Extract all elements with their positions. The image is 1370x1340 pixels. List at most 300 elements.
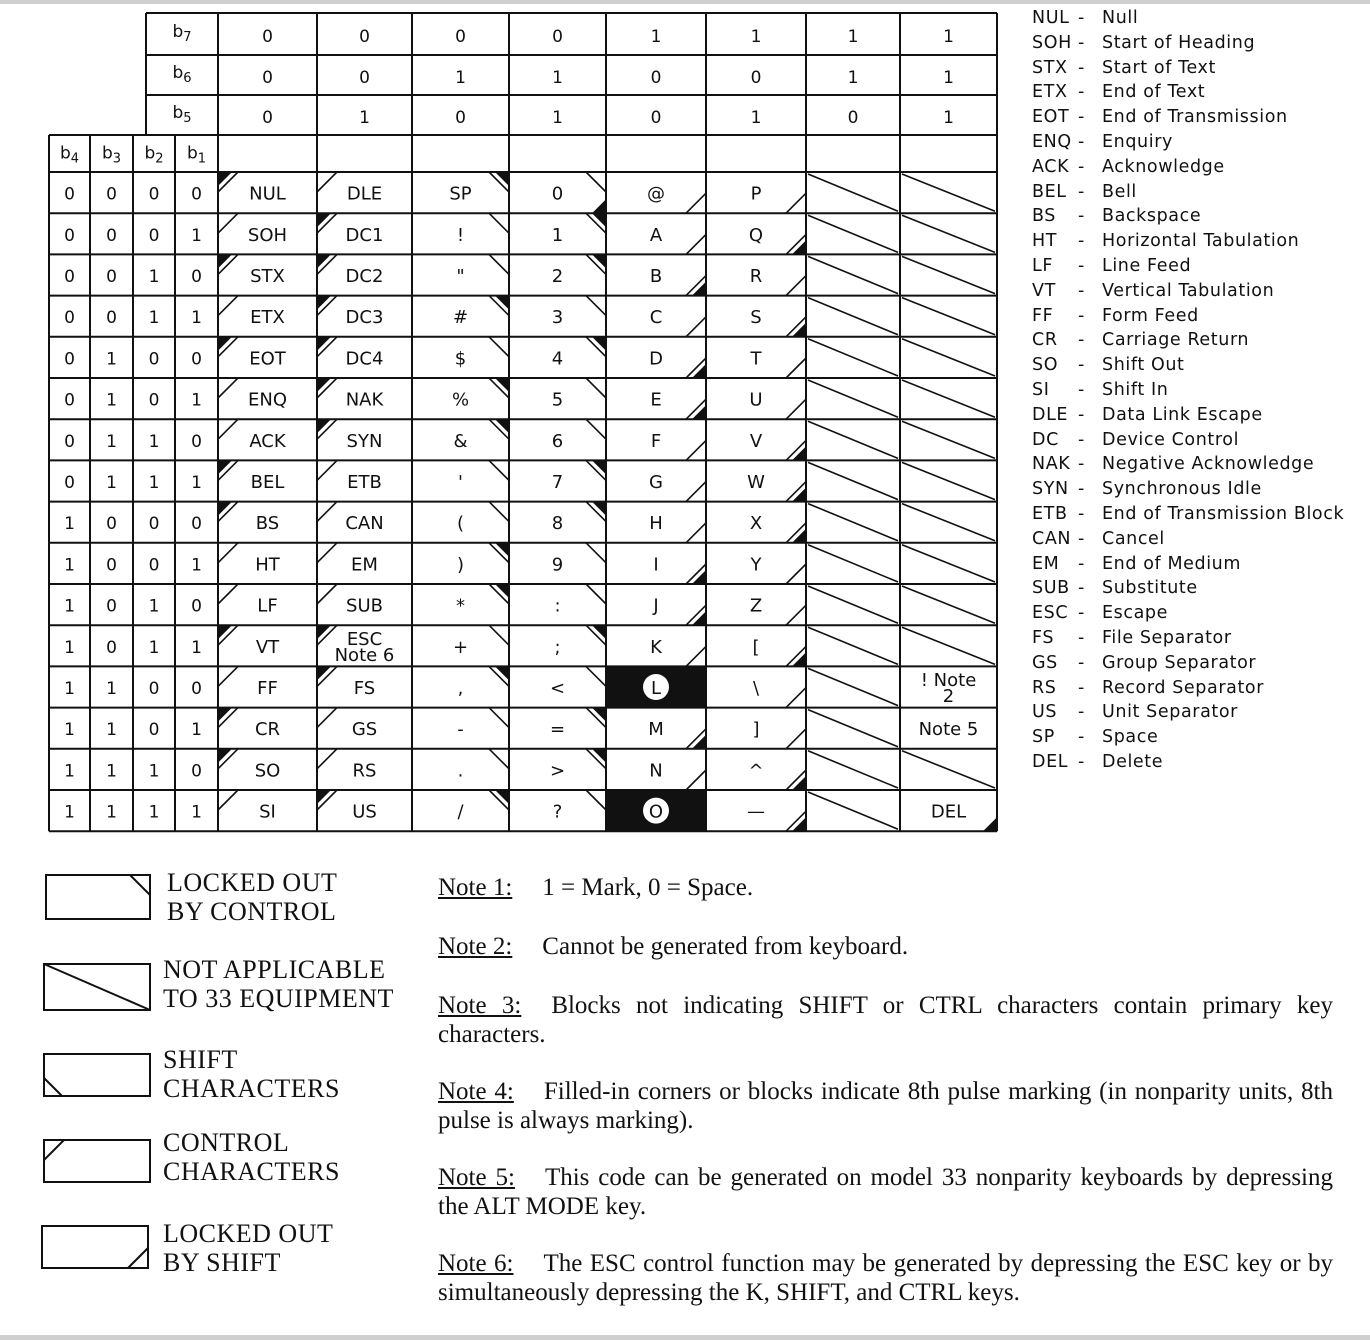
row-bit-value: 0 xyxy=(148,514,160,535)
row-bit-value: 0 xyxy=(106,514,117,535)
code-cell: ) xyxy=(456,554,465,576)
code-cell: EOT xyxy=(249,348,286,370)
code-cell: ENQ xyxy=(247,389,288,411)
abbreviation-item xyxy=(1032,279,1344,304)
legend-locked-control xyxy=(167,868,337,926)
abbreviation-code: ACK xyxy=(1032,156,1070,177)
code-cell: F xyxy=(650,430,662,452)
code-cell: 8 xyxy=(551,513,564,535)
code-cell: DEL xyxy=(930,801,967,823)
row-bit-value: 1 xyxy=(148,431,160,452)
legend-line: CHARACTERS xyxy=(163,1157,340,1186)
row-bit-value: 0 xyxy=(148,720,160,741)
not-applicable-diagonal xyxy=(808,256,898,293)
abbreviation-code: LF xyxy=(1032,255,1054,276)
abbreviation-dash: - xyxy=(1078,231,1085,252)
code-cell: ; xyxy=(554,636,561,658)
code-cell: T xyxy=(750,348,762,370)
abbreviation-dash: - xyxy=(1078,429,1085,450)
code-cell: LF xyxy=(257,595,278,617)
code-cell: 2 xyxy=(551,266,564,287)
legend-line: LOCKED OUT xyxy=(167,868,338,897)
row-bit-value: 0 xyxy=(64,390,75,411)
abbreviation-item xyxy=(1032,651,1344,676)
column-bit-value: 0 xyxy=(262,68,273,88)
abbreviation-meaning: Start of Text xyxy=(1102,57,1216,78)
control-diagonal xyxy=(317,543,337,563)
not-applicable-diagonal xyxy=(808,792,898,829)
control-diagonal xyxy=(218,543,238,563)
locked-shift-legend-icon xyxy=(40,1224,152,1272)
code-cell: A xyxy=(649,224,663,246)
abbreviation-meaning: Shift Out xyxy=(1102,355,1185,376)
code-cell: R xyxy=(749,266,763,287)
abbreviation-meaning: Escape xyxy=(1102,603,1168,624)
control-diagonal xyxy=(317,749,337,769)
code-cell: CAN xyxy=(345,513,384,535)
abbreviation-dash: - xyxy=(1078,181,1085,202)
abbreviation-dash: - xyxy=(1078,677,1085,698)
abbreviation-dash: - xyxy=(1078,379,1085,400)
row-bit-value: 1 xyxy=(148,473,160,493)
control-diagonal xyxy=(317,172,337,192)
code-cell: 5 xyxy=(551,389,564,411)
abbreviation-code: ESC xyxy=(1032,603,1069,624)
abbreviation-code: CR xyxy=(1032,330,1058,351)
abbreviation-item xyxy=(1032,452,1344,477)
abbreviation-item xyxy=(1032,552,1344,577)
code-cell: DC1 xyxy=(345,224,384,246)
abbreviation-dash: - xyxy=(1078,82,1085,103)
code-cell: ! xyxy=(456,224,465,246)
eighth-pulse-corner xyxy=(592,199,606,213)
legend-line: CONTROL xyxy=(163,1128,290,1157)
abbreviation-dash: - xyxy=(1078,702,1085,723)
row-bit-value: 1 xyxy=(106,349,117,370)
code-cell: DC4 xyxy=(345,348,384,370)
column-bit-value: 0 xyxy=(455,27,466,47)
abbreviation-meaning: Cancel xyxy=(1102,528,1165,549)
legend-line: NOT APPLICABLE xyxy=(163,955,386,984)
note-6 xyxy=(438,1249,1333,1307)
locked-shift-diagonal xyxy=(686,523,706,543)
abbreviation-item xyxy=(1032,378,1344,403)
row-bit-value: 1 xyxy=(191,637,202,658)
abbreviation-meaning: Group Separator xyxy=(1102,652,1257,673)
control-diagonal xyxy=(218,378,238,398)
row-bit-value: 1 xyxy=(64,596,75,617)
abbreviation-item xyxy=(1032,353,1344,378)
code-cell: BEL xyxy=(250,472,285,493)
locked-shift-diagonal xyxy=(686,770,706,790)
code-cell: L xyxy=(650,678,662,699)
not-applicable-diagonal xyxy=(902,256,995,293)
column-bit-value: 1 xyxy=(552,68,563,88)
note-text: Blocks not indicating SHIFT or CTRL characters contain primary key characters. xyxy=(438,992,1333,1048)
code-cell: B xyxy=(649,266,663,287)
abbreviation-item xyxy=(1032,31,1344,56)
abbreviation-dash: - xyxy=(1078,305,1085,326)
code-cell: W xyxy=(747,472,765,493)
code-cell: I xyxy=(653,554,659,576)
row-bit-value: 1 xyxy=(191,802,202,823)
shift-legend-icon xyxy=(42,1052,154,1100)
not-applicable-diagonal xyxy=(902,545,995,582)
row-bit-value: 1 xyxy=(106,679,117,699)
row-bit-value: 0 xyxy=(191,761,202,782)
row-bit-value: 1 xyxy=(64,555,75,576)
row-bit-header: $b_2$ xyxy=(144,143,164,166)
code-cell: \ xyxy=(752,678,760,699)
abbreviation-item xyxy=(1032,80,1344,105)
not-applicable-diagonal xyxy=(808,298,898,335)
abbreviation-code: RS xyxy=(1032,677,1057,698)
row-bit-value: 0 xyxy=(64,473,75,493)
abbreviation-item xyxy=(1032,676,1344,701)
abbreviation-code: SO xyxy=(1032,355,1059,376)
not-applicable-diagonal xyxy=(808,380,898,417)
code-cell: ETB xyxy=(347,472,382,493)
row-bit-value: 0 xyxy=(64,308,75,329)
row-bit-value: 1 xyxy=(106,390,117,411)
code-cell: * xyxy=(456,595,465,617)
note-label: Note 1: xyxy=(438,874,513,901)
abbreviation-dash: - xyxy=(1078,503,1085,524)
column-bit-value: 0 xyxy=(359,27,370,47)
abbreviation-code: NUL xyxy=(1032,8,1070,28)
row-bit-value: 1 xyxy=(191,555,202,576)
code-cell: FF xyxy=(257,678,278,699)
column-bit-value: 1 xyxy=(455,68,466,88)
not-applicable-diagonal xyxy=(902,215,995,252)
code-cell: US xyxy=(352,801,377,823)
abbreviation-code: NAK xyxy=(1032,454,1071,475)
column-bit-value: 1 xyxy=(943,27,954,47)
code-cell: ? xyxy=(552,801,563,823)
abbreviation-item xyxy=(1032,527,1344,552)
code-cell: NUL xyxy=(249,183,286,205)
legend-locked-shift xyxy=(163,1219,333,1277)
abbreviation-meaning: Substitute xyxy=(1102,578,1198,599)
column-bit-value: 1 xyxy=(359,108,370,128)
code-cell: VT xyxy=(255,636,280,658)
locked-control-diagonal xyxy=(489,502,509,522)
not-applicable-diagonal xyxy=(902,504,995,541)
abbreviation-dash: - xyxy=(1078,32,1085,53)
note-3 xyxy=(438,991,1333,1049)
note-label: Note 4: xyxy=(438,1078,514,1105)
not-applicable-diagonal xyxy=(808,710,898,747)
abbreviation-item xyxy=(1032,700,1344,725)
row-bit-value: 0 xyxy=(64,267,75,287)
not-applicable-diagonal xyxy=(902,421,995,458)
column-bit-header: $b_7$ xyxy=(172,22,192,45)
note-text: 1 = Mark, 0 = Space. xyxy=(542,874,754,901)
not-applicable-diagonal xyxy=(902,298,995,335)
abbreviation-code: FS xyxy=(1032,627,1055,648)
row-bit-value: 1 xyxy=(148,308,160,329)
row-bit-header: $b_1$ xyxy=(186,143,207,166)
code-cell: STX xyxy=(250,266,285,287)
legend-line: CHARACTERS xyxy=(163,1074,340,1103)
code-cell: — xyxy=(747,801,765,823)
abbreviation-item xyxy=(1032,626,1344,651)
abbreviation-code: ENQ xyxy=(1032,131,1072,152)
code-cell: ^ xyxy=(748,760,764,782)
abbreviation-meaning: Synchronous Idle xyxy=(1102,479,1262,500)
control-diagonal xyxy=(317,584,337,604)
row-bit-value: 0 xyxy=(148,390,160,411)
column-bit-value: 0 xyxy=(359,68,370,88)
code-cell: > xyxy=(549,760,566,782)
code-cell: ESC Note 6 xyxy=(334,628,395,666)
code-cell: DLE xyxy=(346,183,383,205)
abbreviation-dash: - xyxy=(1078,255,1085,276)
locked-shift-diagonal xyxy=(686,482,706,502)
column-bit-value: 0 xyxy=(262,108,273,128)
locked-control-diagonal xyxy=(586,378,606,398)
locked-shift-diagonal xyxy=(686,440,706,460)
code-cell: C xyxy=(649,307,663,329)
control-diagonal xyxy=(317,502,337,522)
locked-shift-diagonal xyxy=(686,317,706,337)
not-applicable-diagonal xyxy=(808,215,898,252)
abbreviation-code: VT xyxy=(1032,280,1056,301)
abbreviation-dash: - xyxy=(1078,206,1085,227)
code-cell: / xyxy=(457,801,464,823)
locked-control-diagonal xyxy=(586,666,606,686)
column-bit-value: 0 xyxy=(650,68,662,88)
code-cell: GS xyxy=(351,719,378,741)
locked-shift-diagonal xyxy=(786,276,806,296)
column-bit-value: 1 xyxy=(847,68,859,88)
abbreviation-item xyxy=(1032,576,1344,601)
abbreviation-item xyxy=(1032,403,1344,428)
abbreviation-meaning: Backspace xyxy=(1102,206,1202,227)
abbreviation-item xyxy=(1032,328,1344,353)
locked-control-diagonal xyxy=(489,708,509,728)
column-bit-value: 1 xyxy=(650,27,662,47)
abbreviation-meaning: Unit Separator xyxy=(1102,702,1238,723)
abbreviation-code: BS xyxy=(1032,206,1057,227)
row-bit-value: 0 xyxy=(148,225,160,246)
code-cell: ( xyxy=(456,513,465,535)
legend-not-applicable xyxy=(163,955,394,1013)
locked-control-diagonal xyxy=(489,213,509,233)
abbreviation-item xyxy=(1032,56,1344,81)
abbreviation-meaning: End of Transmission Block xyxy=(1102,503,1345,524)
abbreviation-meaning: Acknowledge xyxy=(1102,156,1225,177)
abbreviation-item xyxy=(1032,477,1344,502)
abbreviation-dash: - xyxy=(1078,479,1085,500)
code-cell: 4 xyxy=(551,348,564,370)
note-5 xyxy=(438,1163,1333,1221)
column-bit-value: 1 xyxy=(847,27,859,47)
abbreviation-code: SI xyxy=(1032,379,1050,400)
abbreviation-meaning: End of Medium xyxy=(1102,553,1242,574)
locked-control-diagonal xyxy=(489,625,509,645)
row-bit-header: $b_4$ xyxy=(59,143,80,166)
row-bit-value: 1 xyxy=(106,720,117,741)
control-diagonal xyxy=(317,460,337,480)
not-applicable-diagonal xyxy=(808,174,898,211)
code-cell: ETX xyxy=(250,307,285,329)
abbreviation-code: SYN xyxy=(1032,479,1069,500)
column-bit-value: 0 xyxy=(455,108,466,128)
abbreviation-dash: - xyxy=(1078,57,1085,78)
column-bit-value: 1 xyxy=(943,108,954,128)
row-bit-value: 0 xyxy=(148,184,160,205)
not-applicable-legend-icon xyxy=(42,962,154,1014)
note-4 xyxy=(438,1077,1333,1135)
row-bit-value: 0 xyxy=(191,267,202,287)
row-bit-value: 1 xyxy=(191,390,202,411)
abbreviation-item xyxy=(1032,725,1344,750)
control-legend-icon xyxy=(42,1138,154,1186)
column-bit-value: 1 xyxy=(750,27,762,47)
row-bit-value: 1 xyxy=(106,761,117,782)
column-bit-value: 0 xyxy=(750,68,762,88)
code-cell: ] xyxy=(752,719,760,741)
row-bit-value: 0 xyxy=(191,184,202,205)
note-label: Note 2: xyxy=(438,933,513,960)
code-cell: CR xyxy=(254,719,281,741)
abbreviation-meaning: Form Feed xyxy=(1102,305,1199,326)
locked-control-diagonal xyxy=(489,337,509,357)
code-cell: ! Note 2 xyxy=(920,670,977,707)
code-cell: % xyxy=(451,389,470,411)
code-cell: U xyxy=(749,389,763,411)
note-text: Cannot be generated from keyboard. xyxy=(542,933,909,960)
control-diagonal xyxy=(218,790,238,810)
column-bit-header: $b_6$ xyxy=(172,63,192,86)
code-cell: E xyxy=(650,389,662,411)
abbreviation-code: BEL xyxy=(1032,181,1067,202)
row-bit-value: 1 xyxy=(106,802,117,823)
code-cell: $ xyxy=(454,348,467,370)
not-applicable-diagonal xyxy=(902,174,995,211)
abbreviation-dash: - xyxy=(1078,330,1085,351)
code-cell: SI xyxy=(259,801,276,823)
locked-control-diagonal xyxy=(586,296,606,316)
row-bit-value: 1 xyxy=(64,720,75,741)
abbreviation-meaning: Delete xyxy=(1102,751,1164,772)
column-bit-value: 1 xyxy=(750,108,762,128)
locked-control-diagonal xyxy=(489,254,509,274)
abbreviation-dash: - xyxy=(1078,107,1085,128)
abbreviation-dash: - xyxy=(1078,355,1085,376)
bottom-edge xyxy=(0,1335,1370,1340)
not-applicable-diagonal xyxy=(808,504,898,541)
row-bit-value: 0 xyxy=(106,184,117,205)
abbreviation-code: CAN xyxy=(1032,528,1072,549)
row-bit-value: 1 xyxy=(148,761,160,782)
abbreviation-code: ETB xyxy=(1032,503,1068,524)
row-bit-value: 0 xyxy=(106,308,117,329)
locked-shift-diagonal xyxy=(686,234,706,254)
legend-line: BY SHIFT xyxy=(163,1248,281,1277)
row-bit-value: 0 xyxy=(106,596,117,617)
abbreviation-dash: - xyxy=(1078,404,1085,425)
row-bit-value: 1 xyxy=(148,802,160,823)
code-cell: SO xyxy=(254,760,281,782)
abbreviation-dash: - xyxy=(1078,8,1085,28)
code-cell: G xyxy=(649,472,663,493)
abbreviation-item xyxy=(1032,130,1344,155)
abbreviation-meaning: Bell xyxy=(1102,181,1137,202)
code-cell: Q xyxy=(748,224,764,246)
column-bit-header: $b_5$ xyxy=(172,103,192,126)
row-bit-value: 1 xyxy=(106,473,117,493)
not-applicable-diagonal xyxy=(902,627,995,664)
locked-shift-diagonal xyxy=(786,399,806,419)
control-diagonal xyxy=(218,296,238,316)
locked-shift-diagonal xyxy=(786,729,806,749)
control-diagonal xyxy=(218,419,238,439)
code-cell: O xyxy=(648,801,664,823)
abbreviation-dash: - xyxy=(1078,280,1085,301)
code-cell: . xyxy=(457,760,464,782)
code-cell: < xyxy=(549,678,566,699)
abbreviation-code: SUB xyxy=(1032,578,1070,599)
not-applicable-diagonal xyxy=(902,462,995,499)
note-text: Filled-in corners or blocks indicate 8th pulse marking (in nonparity units, 8th pulse is always marking). xyxy=(438,1078,1333,1134)
eighth-pulse-corner xyxy=(983,817,997,831)
abbreviation-meaning: Line Feed xyxy=(1102,255,1192,276)
abbreviation-item xyxy=(1032,428,1344,453)
code-cell: ' xyxy=(458,472,463,493)
note-label: Note 6: xyxy=(438,1250,514,1277)
abbreviation-dash: - xyxy=(1078,727,1085,748)
abbreviation-meaning: Shift In xyxy=(1102,379,1169,400)
row-bit-value: 0 xyxy=(106,225,117,246)
abbreviation-item xyxy=(1032,6,1344,31)
abbreviation-meaning: Horizontal Tabulation xyxy=(1102,231,1300,252)
not-applicable-diagonal xyxy=(808,339,898,376)
code-cell: D xyxy=(649,348,663,370)
note-2 xyxy=(438,932,1333,961)
code-cell: [ xyxy=(752,636,760,658)
abbreviation-dash: - xyxy=(1078,528,1085,549)
abbreviation-meaning: Carriage Return xyxy=(1102,330,1250,351)
locked-control-diagonal xyxy=(489,460,509,480)
locked-shift-diagonal xyxy=(786,605,806,625)
row-bit-header: $b_3$ xyxy=(101,143,122,166)
row-bit-value: 0 xyxy=(148,349,160,370)
abbreviation-dash: - xyxy=(1078,578,1085,599)
code-cell: EM xyxy=(351,554,378,576)
notes xyxy=(438,873,1333,1335)
abbreviation-item xyxy=(1032,204,1344,229)
abbreviation-meaning: Device Control xyxy=(1102,429,1240,450)
abbreviation-meaning: Space xyxy=(1102,727,1159,748)
row-bit-value: 0 xyxy=(64,349,75,370)
code-cell: S xyxy=(750,307,762,329)
abbreviation-code: ETX xyxy=(1032,82,1068,103)
column-bit-value: 0 xyxy=(552,27,563,47)
code-cell: V xyxy=(749,430,763,452)
abbreviation-dash: - xyxy=(1078,652,1085,673)
code-cell: # xyxy=(452,307,469,329)
code-cell: 9 xyxy=(551,554,564,576)
abbreviation-code: US xyxy=(1032,702,1058,723)
abbreviation-dash: - xyxy=(1078,603,1085,624)
row-bit-value: 1 xyxy=(148,637,160,658)
row-bit-value: 0 xyxy=(148,679,160,699)
code-cell: P xyxy=(750,183,762,205)
not-applicable-diagonal xyxy=(808,545,898,582)
abbreviation-meaning: Negative Acknowledge xyxy=(1102,454,1315,475)
